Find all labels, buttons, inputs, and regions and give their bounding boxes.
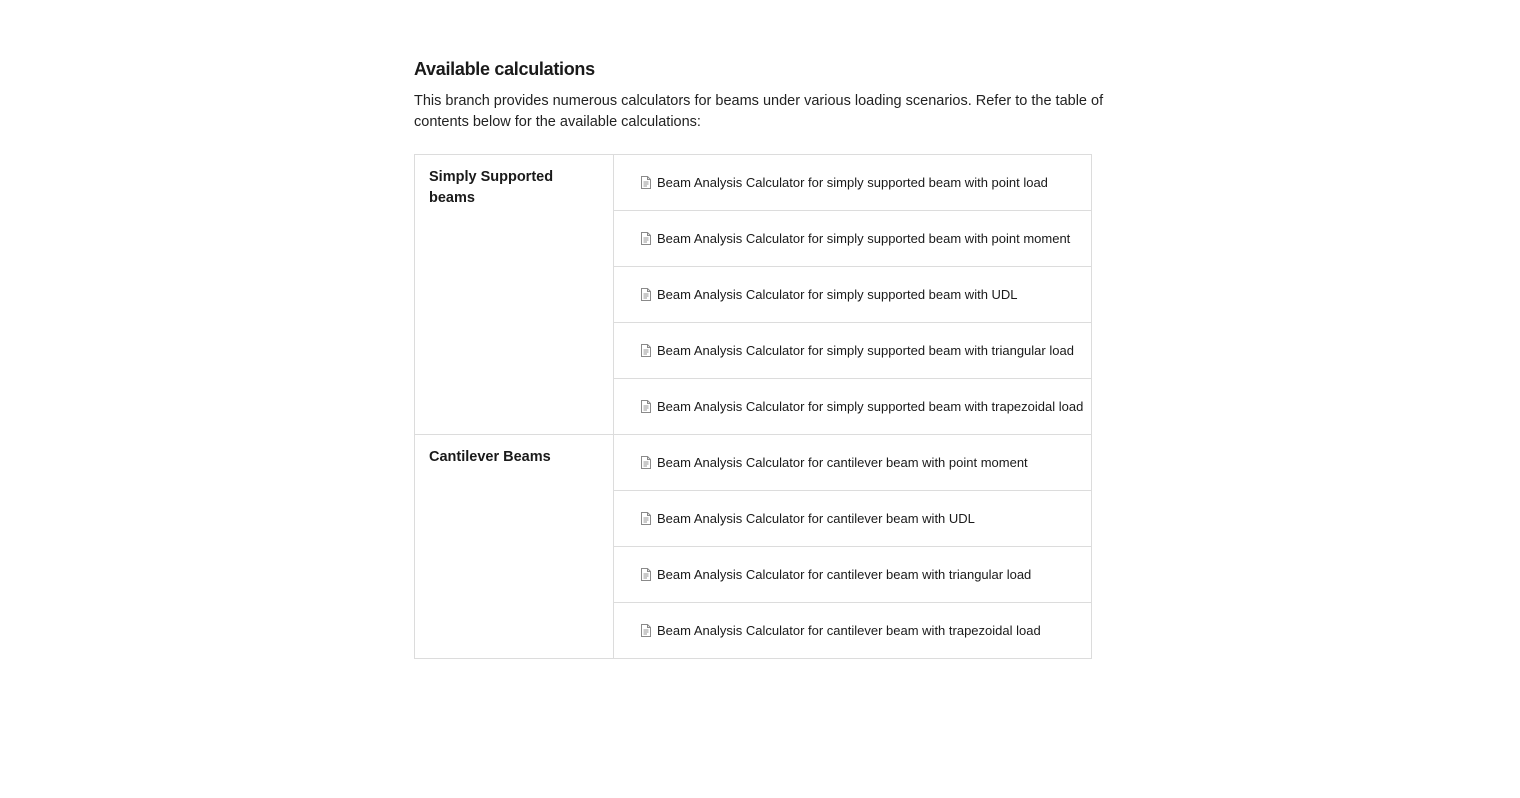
calculator-link-label: Beam Analysis Calculator for cantilever beam with point moment	[657, 455, 1028, 470]
calculator-link[interactable]	[614, 231, 1091, 246]
calculations-section	[414, 56, 1114, 659]
table-cell	[614, 155, 1092, 211]
calculator-link-label: Beam Analysis Calculator for simply supported beam with UDL	[657, 287, 1018, 302]
document-icon	[640, 456, 652, 469]
document-icon	[640, 232, 652, 245]
calculator-link[interactable]	[614, 343, 1091, 358]
calculator-link[interactable]	[614, 623, 1091, 638]
table-cell	[614, 379, 1092, 435]
calculator-link-label: Beam Analysis Calculator for cantilever beam with trapezoidal load	[657, 623, 1041, 638]
document-icon	[640, 288, 652, 301]
table-row	[415, 155, 1092, 211]
document-icon	[640, 400, 652, 413]
calculator-link[interactable]	[614, 455, 1091, 470]
document-icon	[640, 176, 652, 189]
group-label-simply-supported: Simply Supported beams	[415, 155, 614, 435]
group-label-cantilever: Cantilever Beams	[415, 435, 614, 659]
document-icon	[640, 344, 652, 357]
calculator-link-label: Beam Analysis Calculator for simply supported beam with triangular load	[657, 343, 1074, 358]
calculator-link-label: Beam Analysis Calculator for cantilever beam with UDL	[657, 511, 975, 526]
calculator-link[interactable]	[614, 175, 1091, 190]
calculator-link-label: Beam Analysis Calculator for simply supported beam with point moment	[657, 231, 1071, 246]
document-icon	[640, 512, 652, 525]
section-intro: This branch provides numerous calculators for beams under various loading scenarios. Refer to the table of contents below for the available calculations:	[414, 93, 1104, 130]
table-cell	[614, 435, 1092, 491]
calculator-link[interactable]	[614, 511, 1091, 526]
table-cell	[614, 211, 1092, 267]
calculator-link[interactable]	[614, 399, 1091, 414]
calculator-link-label: Beam Analysis Calculator for simply supported beam with point load	[657, 175, 1048, 190]
table-row	[415, 435, 1092, 491]
table-cell	[614, 491, 1092, 547]
calculator-link-label: Beam Analysis Calculator for cantilever beam with triangular load	[657, 567, 1032, 582]
table-cell	[614, 267, 1092, 323]
calculator-link-label: Beam Analysis Calculator for simply supported beam with trapezoidal load	[657, 399, 1084, 414]
document-icon	[640, 568, 652, 581]
section-title: Available calculations	[414, 59, 595, 79]
document-icon	[640, 624, 652, 637]
table-cell	[614, 323, 1092, 379]
calculator-link[interactable]	[614, 287, 1091, 302]
calculator-link[interactable]	[614, 567, 1091, 582]
table-cell	[614, 603, 1092, 659]
calculations-table	[414, 154, 1092, 659]
table-cell	[614, 547, 1092, 603]
